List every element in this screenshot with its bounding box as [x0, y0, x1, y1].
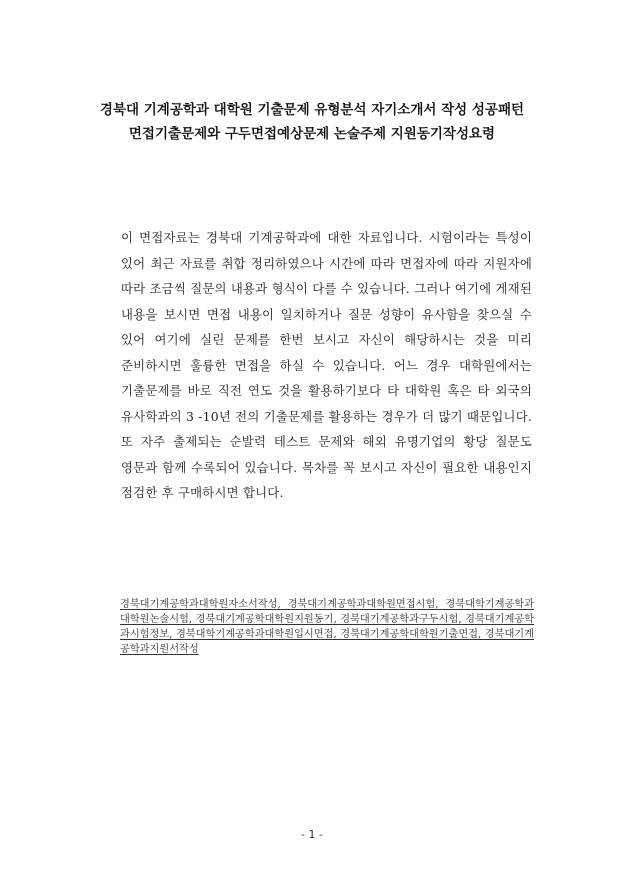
title-line-2: 면접기출문제와 구두면접예상문제 논술주제 지원동기작성요령 — [128, 126, 496, 142]
keyword-tags: 경북대기계공학과대학원자소서작성, 경북대기계공학과대학원면접시험, 경북대학기계공학과대학원논술시험, 경북대기계공학대학원지원동기, 경북대기계공학과구두시험, 경북대기계공학과시험정보, 경북대학기계공학과대학원입시면접, 경북대기계공학대학원기출면접, 경북대기계공학과지원서작성 — [120, 599, 534, 655]
body-paragraph: 이 면접자료는 경북대 기계공학과에 대한 자료입니다. 시험이라는 특성이 있어 최근 자료를 취합 정리하였으나 시간에 따라 면접자에 따라 지원자에 따라 조금씩 질문의 내용과 형식이 다를 수 있습니다. 그러나 여기에 게재된 내용을 보시면 면접 내용이 일치하거나 질문 성향이 유사함을 찾으실 수 있어 여기에 실린 문제를 한번 보시고 자신이 해당하시는 것을 미리 준비하시면 훌륭한 면접을 하실 수 있습니다. 어느 경우 대학원에서는 기출문제를 바로 직전 연도 것을 활용하기보다 타 대학원 혹은 타 외국의 유사학과의 3 -10년 전의 기출문제를 활용하는 경우가 더 많기 때문입니다. 또 자주 출제되는 순발력 테스트 문제와 해외 유명기업의 황당 질문도 영문과 함께 수록되어 있습니다. 목차를 꼭 보시고 자신이 필요한 내용인지 점검한 후 구매하시면 합니다. — [121, 230, 532, 500]
title-line-1: 경북대 기계공학과 대학원 기출문제 유형분석 자기소개서 작성 성공패턴 — [99, 102, 525, 118]
page-number: - 1 - — [301, 828, 323, 841]
document-title — [60, 98, 564, 146]
